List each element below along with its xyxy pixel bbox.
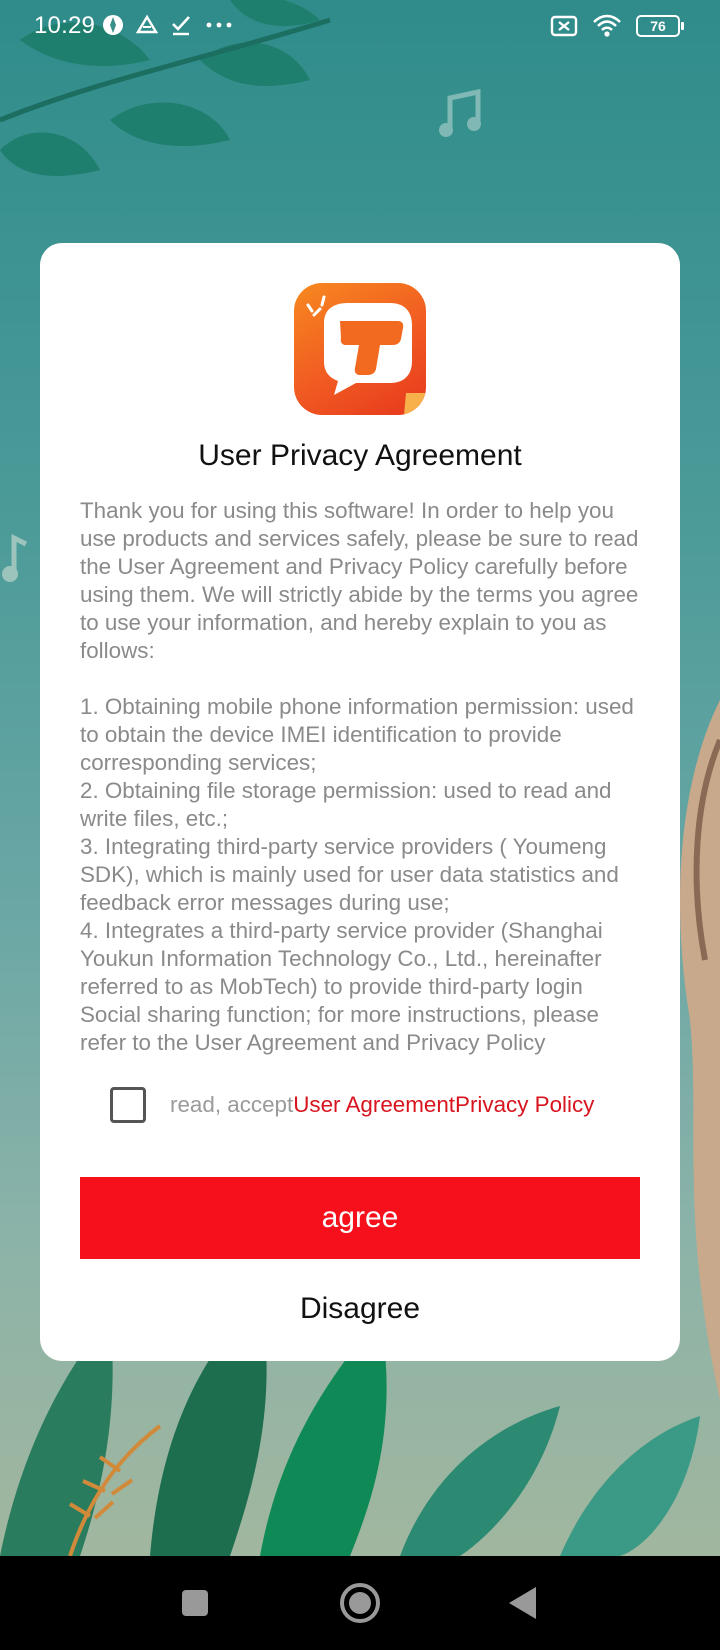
- consent-row: [110, 1085, 650, 1125]
- agreement-item: 2. Obtaining file storage permission: used to read and write files, etc.;: [80, 778, 612, 831]
- consent-prefix: read, accept: [170, 1092, 294, 1117]
- recents-square-icon: [180, 1588, 210, 1618]
- battery-icon: [636, 15, 680, 37]
- disagree-button[interactable]: Disagree: [80, 1279, 640, 1339]
- back-triangle-icon: [506, 1585, 538, 1621]
- app-icon: [102, 14, 124, 36]
- user-agreement-link[interactable]: User Agreement: [293, 1092, 456, 1117]
- agreement-intro: Thank you for using this software! In order to help you use products and services safely, please be sure to read the User Agreement and Privacy Policy carefully before using them. We will strictly abide by the terms you agree to use your information, and hereby explain to you as follows:: [80, 498, 639, 663]
- consent-checkbox[interactable]: [110, 1087, 146, 1123]
- more-dots-icon: [204, 14, 234, 36]
- battery-level: 76: [650, 18, 666, 34]
- music-note-icon: [0, 530, 40, 590]
- status-time: 10:29: [34, 12, 96, 39]
- recents-button[interactable]: [145, 1556, 245, 1650]
- privacy-dialog: [40, 243, 680, 1361]
- wifi-icon: [592, 14, 622, 38]
- agreement-item: 3. Integrating third-party service providers ( Youmeng SDK), which is mainly used for user data statistics and feedback error messages during use;: [80, 834, 619, 915]
- navigation-bar: [0, 1556, 720, 1650]
- checklist-icon: [170, 14, 192, 36]
- agreement-text: [80, 497, 646, 1057]
- agreement-item: 1. Obtaining mobile phone information permission: used to obtain the device IMEI identification to provide corresponding services;: [80, 694, 634, 775]
- home-button[interactable]: [310, 1556, 410, 1650]
- status-bar: [0, 0, 720, 56]
- dialog-title: User Privacy Agreement: [198, 439, 522, 472]
- consent-text: [170, 1092, 594, 1118]
- agree-button[interactable]: agree: [80, 1177, 640, 1259]
- drive-icon: [136, 14, 158, 36]
- music-note-icon: [430, 88, 490, 148]
- home-circle-icon: [339, 1582, 381, 1624]
- app-logo-t-icon: [294, 283, 426, 415]
- privacy-policy-link[interactable]: Privacy Policy: [455, 1092, 595, 1117]
- agreement-item: 4. Integrates a third-party service provider (Shanghai Youkun Information Technology Co., Ltd., hereinafter referred to as MobTech) to provide third-party login Social sharing function; for more instructions, please refer to the User Agreement and Privacy Policy: [80, 918, 603, 1055]
- no-sim-icon: [550, 15, 578, 37]
- back-button[interactable]: [472, 1556, 572, 1650]
